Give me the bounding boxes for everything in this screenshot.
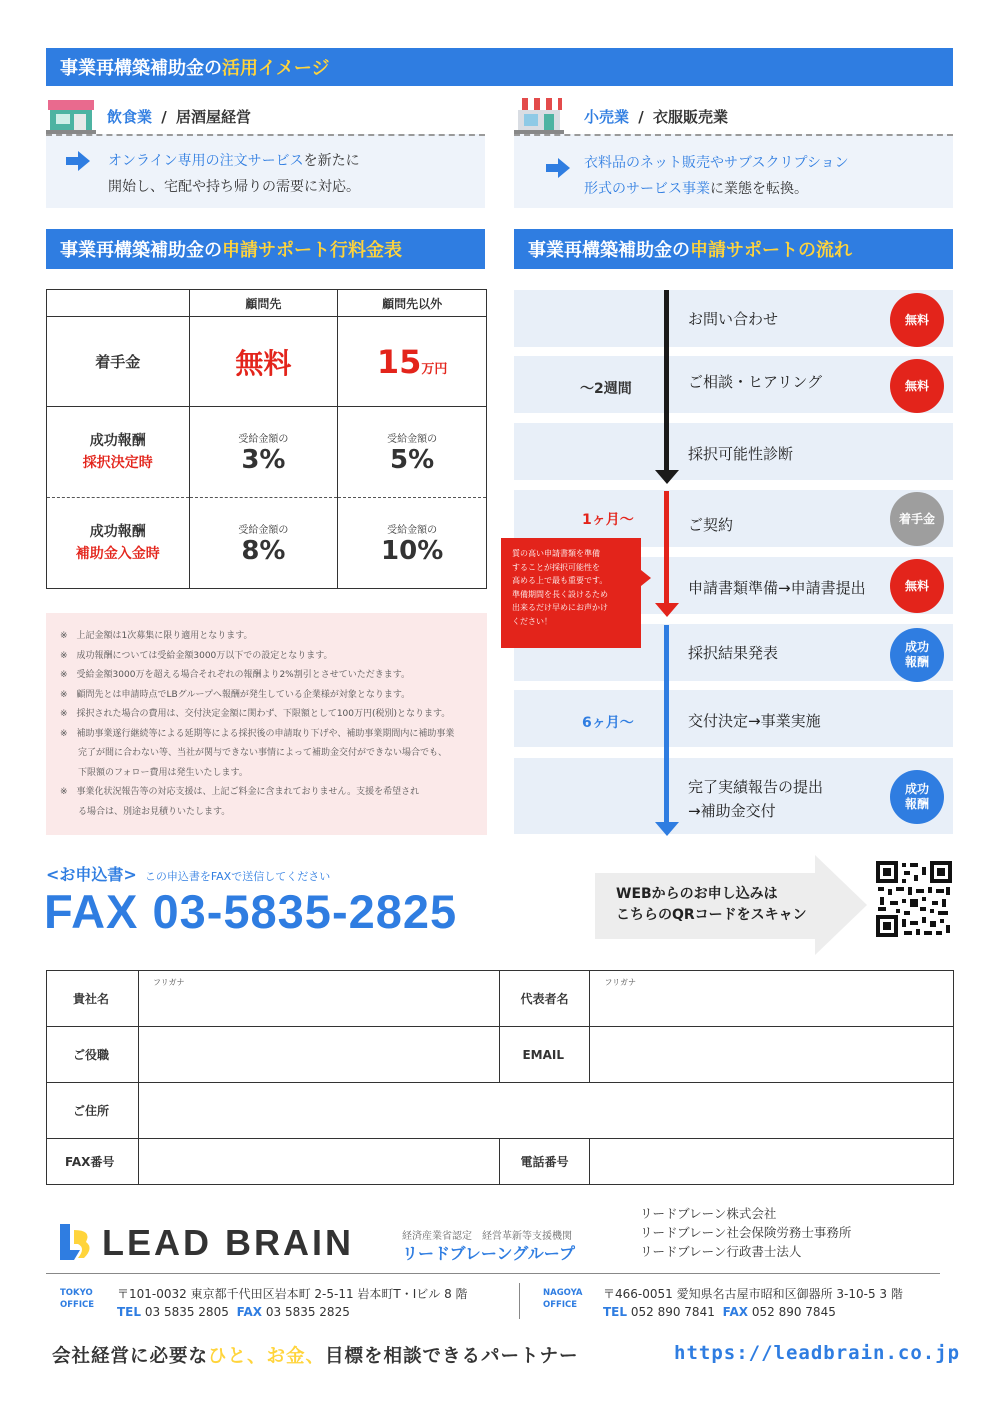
case1-line1-highlight: オンライン専用の注文サービス: [108, 153, 304, 169]
tagline-c: 目標を相談できるパートナー: [325, 1346, 579, 1367]
note-line: ※ 採択された場合の費用は、交付決定金額に関わず、下限額として100万円(税別)となります。: [60, 709, 451, 719]
price-table: [46, 289, 487, 589]
period-1month: 1ヶ月〜: [582, 512, 634, 528]
apply-heading-row: [46, 862, 330, 885]
price-success2-nonclient: [338, 498, 487, 589]
label-phone: 電話番号: [500, 1139, 590, 1185]
timeline-red: [664, 491, 669, 606]
title-prefix: 事業再構築補助金の: [60, 240, 222, 261]
period-6months: 6ヶ月〜: [582, 715, 634, 731]
callout-line: ください！: [512, 616, 552, 626]
notes-box: [46, 613, 487, 835]
callout-line: 準備期間を長く設けるため: [512, 589, 608, 599]
price-retainer-nonclient: [338, 317, 487, 407]
retainer-badge: 着手金: [890, 492, 944, 546]
small-label: 受給金額の: [387, 524, 438, 536]
company-name: リードブレーン株式会社: [640, 1206, 777, 1221]
fax-number[interactable]: FAX 03-5835-2825: [44, 885, 458, 938]
nagoya-address: 〒466-0051 愛知県名古屋市昭和区御器所 3-10-5 3 階: [603, 1287, 903, 1301]
lead-brain-logo-text: LEAD BRAIN: [102, 1222, 354, 1263]
callout-line: 質の高い申請書類を準備: [512, 549, 600, 558]
callout-line: することが採択可能性を: [512, 562, 600, 572]
small-label: 受給金額の: [238, 433, 289, 445]
note-line: 下限額のフォロー費用は発生いたします。: [60, 767, 248, 778]
step-report-line1: 完了実績報告の提出: [688, 778, 824, 796]
price-success1-client: [189, 407, 338, 498]
note-line: 完了が間に合わない等、当社が関与できない事情によって補助金交付ができない場合でも、: [60, 748, 448, 758]
nagoya-contact: [603, 1305, 836, 1319]
case1-text: [108, 148, 360, 200]
step-contract: ご契約: [688, 516, 734, 534]
case1-separator: /: [161, 108, 167, 126]
nagoya-label1: NAGOYA: [543, 1288, 583, 1298]
price-success1-nonclient: [338, 407, 487, 498]
label-company: 貴社名: [47, 971, 139, 1027]
step-grant-decision: 交付決定→事業実施: [688, 712, 821, 730]
fax-label: FAX: [236, 1305, 263, 1319]
small-label: 受給金額の: [238, 524, 289, 536]
input-fax[interactable]: [138, 1139, 500, 1185]
price-success2-client: [189, 498, 338, 589]
step-application: 申請書類準備→申請書提出: [688, 579, 866, 597]
note-line: ※ 上記金額は1次募集に限り適用となります。: [60, 631, 253, 641]
case1-line2: 開始し、宅配や持ち帰りの需要に対応。: [108, 179, 360, 195]
label-position: ご役職: [47, 1027, 139, 1083]
tokyo-tel: 03 5835 2805: [144, 1305, 229, 1319]
office-divider: [519, 1283, 520, 1319]
tokyo-contact: [117, 1305, 350, 1319]
step-inquiry: お問い合わせ: [688, 310, 779, 328]
price-row-success1-label: [47, 407, 190, 498]
success1-sub: 採択決定時: [82, 455, 153, 471]
success-fee-badge: 成功 報酬: [890, 770, 944, 824]
price-section-title: [46, 229, 485, 269]
input-position[interactable]: [138, 1027, 500, 1083]
step-report: [688, 775, 823, 823]
case2-card: [514, 134, 953, 208]
shop-icon: [514, 96, 564, 134]
web-line1: WEBからのお申し込みは: [616, 886, 778, 902]
case2-subcategory: 衣服販売業: [652, 108, 728, 126]
note-line: ※ 補助事業遂行継続等による延期等による採択後の申請取り下げや、補助事業期間内に補助事業: [60, 728, 455, 739]
tagline: [52, 1342, 579, 1368]
case1-line1-rest: を新たに: [303, 153, 360, 169]
furigana-label: フリガナ: [604, 978, 637, 987]
success2-label: 成功報酬: [89, 524, 146, 540]
price-row-success2-label: [47, 498, 190, 589]
note-line: る場合は、別途お見積りいたします。: [60, 806, 231, 817]
tagline-b: ひと、お金、: [208, 1346, 326, 1367]
fax-label: FAX: [722, 1305, 749, 1319]
tokyo-fax: 03 5835 2825: [265, 1305, 350, 1319]
retainer-amount: 15: [376, 342, 422, 381]
nagoya-office-label: [543, 1287, 583, 1311]
case2-divider: [514, 134, 953, 136]
retainer-unit: 万円: [421, 361, 448, 377]
restaurant-icon: [46, 96, 96, 134]
success2-sub: 補助金入金時: [75, 546, 160, 562]
step-report-line2: →補助金交付: [688, 802, 776, 820]
example-section-title: [46, 48, 953, 86]
price-header-nonclient: 顧問先以外: [338, 290, 487, 317]
title-highlight: 申請サポート行料金表: [222, 240, 402, 261]
company-list: [640, 1204, 851, 1261]
step-result: 採択結果発表: [688, 644, 779, 662]
footer-divider: [46, 1273, 940, 1274]
price-retainer-client: 無料: [189, 317, 338, 407]
success2-client-value: 8%: [241, 535, 286, 566]
application-form: [46, 970, 954, 1185]
input-company[interactable]: [138, 971, 500, 1027]
tagline-a: 会社経営に必要な: [52, 1346, 209, 1367]
timeline-black: [664, 290, 669, 472]
input-address[interactable]: [138, 1083, 953, 1139]
web-text: [616, 884, 807, 926]
success2-nonclient-value: 10%: [381, 535, 444, 566]
case2-line2-highlight: 形式のサービス事業: [584, 181, 710, 197]
label-fax: FAX番号: [47, 1139, 139, 1185]
furigana-label: フリガナ: [152, 978, 185, 987]
note-line: ※ 成功報酬については受給金額3000万以下での設定となります。: [60, 650, 333, 661]
tokyo-office-label: [60, 1287, 94, 1311]
timeline-blue: [664, 625, 669, 825]
success-fee-badge: 成功 報酬: [890, 628, 944, 682]
nagoya-label2: OFFICE: [543, 1300, 578, 1310]
label-representative: 代表者名: [500, 971, 590, 1027]
case1-category: [107, 106, 251, 127]
case2-line1-highlight: 衣料品のネット販売やサブスクリプション: [584, 155, 849, 171]
qr-code-icon[interactable]: [876, 861, 952, 937]
input-representative[interactable]: [590, 971, 954, 1027]
success1-label: 成功報酬: [89, 433, 146, 449]
tokyo-label1: TOKYO: [60, 1288, 93, 1298]
note-line: ※ 受給金額3000万を超える場合それぞれの報酬より2%割引とさせていただきます。: [60, 670, 411, 680]
web-banner-arrow: [815, 855, 867, 955]
apply-subtext: この申込書をFAXで送信してください: [144, 870, 331, 883]
free-badge: 無料: [890, 293, 944, 347]
success1-client-value: 3%: [241, 444, 286, 475]
apply-heading: <お申込書>: [46, 865, 137, 884]
success1-nonclient-value: 5%: [390, 444, 435, 475]
callout-line: 出来るだけ早めにお声かけ: [512, 603, 608, 612]
tokyo-label2: OFFICE: [60, 1300, 95, 1310]
price-header-empty: [47, 290, 190, 317]
tel-label: TEL: [603, 1305, 628, 1319]
callout-line: 高める上で最も重要です。: [512, 576, 608, 585]
title-prefix: 事業再構築補助金の: [528, 240, 690, 261]
case1-category-main: 飲食業: [107, 108, 153, 126]
group-name: リードブレーングループ: [402, 1244, 575, 1263]
title-prefix: 事業再構築補助金の: [60, 58, 222, 79]
arrow-right-icon: [546, 158, 570, 178]
callout-box: [501, 538, 641, 648]
case1-card: [46, 134, 485, 208]
nagoya-tel: 052 890 7841: [630, 1305, 715, 1319]
lead-brain-logo-icon: [60, 1224, 94, 1260]
tokyo-address: 〒101-0032 東京都千代田区岩本町 2-5-11 岩本町T・Iビル 8 階: [117, 1287, 468, 1301]
arrow-down-icon: [655, 822, 679, 836]
price-header-client: 顧問先: [189, 290, 338, 317]
case2-separator: /: [638, 108, 644, 126]
nagoya-fax: 052 890 7845: [751, 1305, 836, 1319]
label-address: ご住所: [47, 1083, 139, 1139]
case2-category: [584, 106, 728, 127]
step-consultation: ご相談・ヒアリング: [688, 373, 823, 391]
label-email: EMAIL: [500, 1027, 590, 1083]
case2-text: [584, 150, 849, 202]
note-line: ※ 事業化状況報告等の対応支援は、上記ご料金に含まれておりません。支援を希望され: [60, 787, 420, 797]
company-name: リードブレーン行政書士法人: [640, 1244, 802, 1259]
title-highlight: 活用イメージ: [222, 58, 330, 79]
case2-category-main: 小売業: [584, 108, 630, 126]
flow-section-title: [514, 229, 953, 269]
title-highlight: 申請サポートの流れ: [690, 240, 852, 261]
case1-divider: [46, 134, 485, 136]
arrow-right-icon: [66, 151, 90, 171]
web-line2: こちらのQRコードをスキャン: [616, 907, 807, 923]
case1-subcategory: 居酒屋経営: [175, 108, 251, 126]
price-row-retainer-label: 着手金: [47, 317, 190, 407]
arrow-down-icon: [655, 470, 679, 484]
arrow-down-icon: [655, 603, 679, 617]
tel-label: TEL: [117, 1305, 142, 1319]
callout-pointer: [641, 570, 651, 586]
company-name: リードブレーン社会保険労務士事務所: [640, 1225, 852, 1240]
free-badge: 無料: [890, 359, 944, 413]
case2-line2-rest: に業態を転換。: [710, 181, 808, 197]
step-diagnosis: 採択可能性診断: [688, 445, 794, 463]
input-phone[interactable]: [590, 1139, 954, 1185]
period-2weeks: 〜2週間: [580, 381, 632, 397]
input-email[interactable]: [590, 1027, 954, 1083]
note-line: ※ 顧問先とは申請時点でLBグループへ報酬が発生している企業様が対象となります。: [60, 689, 411, 700]
free-badge: 無料: [890, 559, 944, 613]
small-label: 受給金額の: [387, 433, 438, 445]
cert-line: 経済産業省認定 経営革新等支援機関: [402, 1231, 572, 1242]
website-link[interactable]: https://leadbrain.co.jp: [674, 1342, 961, 1364]
